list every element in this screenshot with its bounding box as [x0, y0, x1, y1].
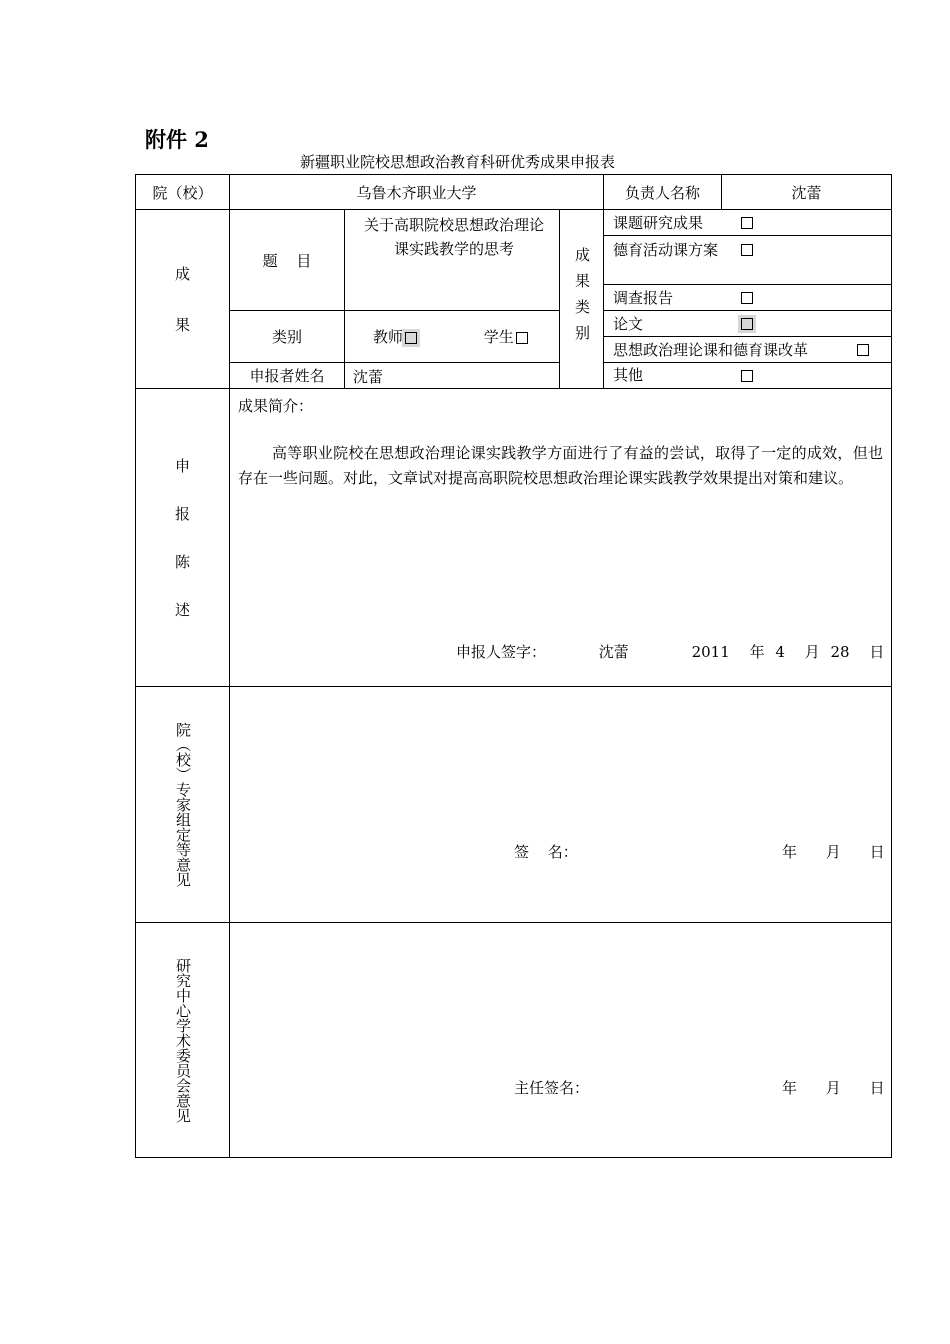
sign-year-unit: 年 — [749, 643, 765, 661]
statement-body-text: 高等职业院校在思想政治理论课实践教学方面进行了有益的尝试，取得了一定的成效，但也存在一些问题。对此，文章试对提高高职院校思想政治理论课实践教学效果提出对策和建议。 — [238, 444, 883, 487]
committee-opinion-body[interactable] — [230, 923, 892, 1158]
leader-label: 负责人名称 — [604, 175, 722, 210]
expert-sign-label: 签 名： — [514, 843, 578, 861]
type-label-2: 调查报告 — [613, 289, 674, 307]
statement-section-label — [136, 389, 230, 687]
applicant-name: 沈蕾 — [353, 368, 384, 386]
sign-day-unit: 日 — [869, 643, 885, 661]
type-option-5[interactable] — [604, 363, 892, 389]
committee-sign-label: 主任签名： — [514, 1079, 590, 1097]
statement-char-4: 述 — [174, 601, 190, 619]
expert-opinion-label-cell — [136, 687, 230, 923]
person-category-label: 类别 — [230, 311, 345, 363]
statement-body-cell[interactable] — [230, 389, 892, 687]
statement-heading: 成果简介： — [238, 397, 314, 415]
achievement-label-char-1: 成 — [174, 265, 190, 283]
sign-month-unit: 月 — [804, 643, 820, 661]
type-label-4: 思想政治理论课和德育课改革 — [613, 341, 809, 359]
type-label-5: 其他 — [613, 366, 644, 384]
statement-char-3: 陈 — [174, 553, 190, 571]
student-checkbox[interactable] — [516, 332, 528, 344]
type-option-1[interactable] — [604, 236, 892, 285]
committee-day-unit: 日 — [869, 1079, 885, 1097]
type-label-0: 课题研究成果 — [613, 214, 704, 232]
topic-label: 题 目 — [230, 210, 345, 311]
institution-value[interactable]: 乌鲁木齐职业大学 — [230, 175, 604, 210]
type-label-1: 德育活动课方案 — [613, 241, 719, 259]
type-checkbox-3[interactable] — [741, 318, 753, 330]
signature-label: 申报人签字： — [456, 643, 547, 661]
type-option-0[interactable] — [604, 210, 892, 236]
sign-month: 4 — [775, 643, 785, 661]
committee-year-unit: 年 — [782, 1079, 798, 1097]
committee-date — [782, 1077, 885, 1098]
expert-opinion-label: 院（校）专家组定等意见 — [174, 722, 192, 887]
expert-date — [782, 841, 885, 862]
teacher-label: 教师 — [373, 328, 404, 346]
type-checkbox-5[interactable] — [741, 370, 753, 382]
institution-label: 院（校） — [136, 175, 230, 210]
applicant-label: 申报者姓名 — [230, 363, 345, 389]
achievement-section-label — [136, 210, 230, 389]
statement-char-2: 报 — [174, 505, 190, 523]
statement-signature-line — [456, 641, 884, 662]
attachment-label: 附件 2 — [145, 127, 209, 152]
committee-opinion-label: 研究中心学术委员会意见 — [174, 957, 192, 1123]
application-form-table — [135, 174, 892, 1158]
topic-text: 关于高职院校思想政治理论课实践教学的思考 — [363, 216, 544, 258]
leader-value[interactable]: 沈蕾 — [722, 175, 892, 210]
teacher-checkbox[interactable] — [405, 332, 417, 344]
sign-day: 28 — [830, 643, 850, 661]
committee-opinion-label-cell — [136, 923, 230, 1158]
type-label-3: 论文 — [613, 315, 644, 333]
type-checkbox-1[interactable] — [741, 244, 753, 256]
expert-year-unit: 年 — [782, 843, 798, 861]
type-checkbox-0[interactable] — [741, 217, 753, 229]
expert-day-unit: 日 — [869, 843, 885, 861]
expert-opinion-body[interactable] — [230, 687, 892, 923]
type-checkbox-2[interactable] — [741, 292, 753, 304]
committee-month-unit: 月 — [825, 1079, 841, 1097]
signature-value: 沈蕾 — [598, 643, 629, 661]
person-category-options — [345, 311, 560, 363]
expert-month-unit: 月 — [825, 843, 841, 861]
applicant-value[interactable] — [345, 363, 560, 389]
type-section-label — [560, 210, 604, 389]
achievement-label-char-2: 果 — [174, 316, 190, 334]
topic-value[interactable] — [345, 210, 560, 311]
statement-char-1: 申 — [174, 457, 190, 475]
type-checkbox-4[interactable] — [857, 344, 869, 356]
form-title: 新疆职业院校思想政治教育科研优秀成果申报表 — [300, 153, 616, 171]
type-option-3[interactable] — [604, 311, 892, 337]
student-label: 学生 — [483, 328, 514, 346]
type-option-4[interactable] — [604, 337, 892, 363]
type-label-text: 成果类别 — [573, 247, 592, 351]
sign-year: 2011 — [691, 643, 730, 661]
type-option-2[interactable] — [604, 285, 892, 311]
